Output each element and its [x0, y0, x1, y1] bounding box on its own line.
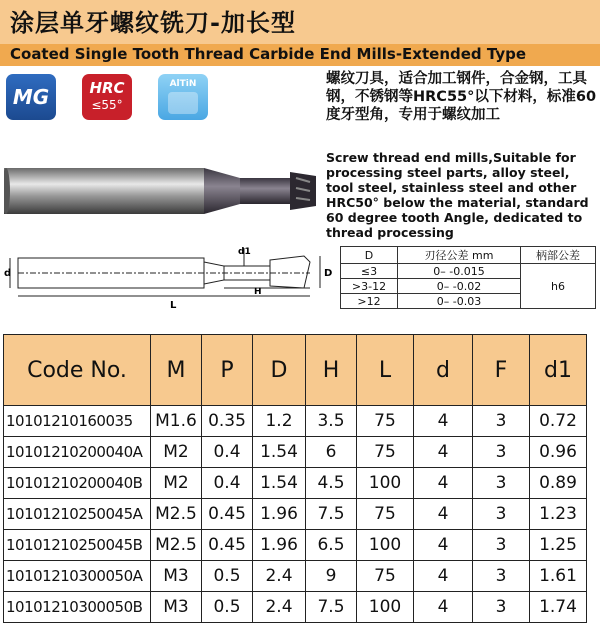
table-cell: 3: [473, 561, 530, 592]
table-cell: 3: [473, 499, 530, 530]
header-d-small: d: [414, 335, 473, 406]
tolerance-table: [340, 246, 596, 309]
tol-cell: ≤3: [341, 264, 398, 279]
table-cell: 1.96: [253, 530, 306, 561]
page-title: 涂层单牙螺纹铣刀-加长型: [10, 9, 296, 37]
table-cell: 3: [473, 437, 530, 468]
table-cell: 1.74: [530, 592, 587, 623]
table-row: [4, 592, 587, 623]
altin-badge-square: [168, 92, 198, 114]
header-code: Code No.: [4, 335, 151, 406]
label-D: D: [324, 268, 333, 279]
description-cn: 螺纹刀具，适合加工钢件，合金钢，工具钢，不锈钢等HRC55°以下材料，标准60度牙型角，专用于螺纹加工: [326, 71, 597, 123]
tol-cell: >12: [341, 294, 398, 309]
table-cell: 2.4: [253, 592, 306, 623]
table-cell: 3: [473, 406, 530, 437]
table-cell: 0.89: [530, 468, 587, 499]
label-L: L: [170, 300, 177, 311]
table-cell: 6: [306, 437, 357, 468]
tol-cell: 0– -0.03: [398, 294, 521, 309]
table-cell: 0.96: [530, 437, 587, 468]
tol-shank-cell: h6: [521, 264, 596, 309]
table-row: [4, 406, 587, 437]
table-cell: 3: [473, 592, 530, 623]
table-cell: 0.72: [530, 406, 587, 437]
table-cell: M3: [151, 592, 202, 623]
hrc-badge-bottom: ≤55°: [91, 98, 123, 112]
table-cell: 0.4: [202, 468, 253, 499]
table-row: [4, 437, 587, 468]
table-cell: M3: [151, 561, 202, 592]
mg-badge-icon: [6, 74, 56, 120]
table-cell: 3: [473, 530, 530, 561]
altin-coating-icon: [158, 74, 208, 120]
table-cell: 0.45: [202, 530, 253, 561]
tol-cell: >3-12: [341, 279, 398, 294]
table-cell: M2: [151, 468, 202, 499]
table-cell: 75: [357, 437, 414, 468]
table-cell: 3.5: [306, 406, 357, 437]
table-cell: 10101210300050A: [4, 561, 151, 592]
table-cell: 1.54: [253, 437, 306, 468]
table-cell: M2.5: [151, 530, 202, 561]
table-cell: 4: [414, 437, 473, 468]
table-cell: 10101210160035: [4, 406, 151, 437]
label-H: H: [254, 287, 262, 297]
hrc-badge-icon: [82, 74, 132, 120]
table-cell: 10101210200040A: [4, 437, 151, 468]
table-cell: 100: [357, 468, 414, 499]
table-cell: M1.6: [151, 406, 202, 437]
table-cell: 0.35: [202, 406, 253, 437]
table-cell: 2.4: [253, 561, 306, 592]
table-cell: 75: [357, 406, 414, 437]
table-cell: M2.5: [151, 499, 202, 530]
page-subtitle: Coated Single Tooth Thread Carbide End Mills-Extended Type: [10, 45, 527, 63]
table-cell: 4: [414, 592, 473, 623]
table-cell: 0.45: [202, 499, 253, 530]
table-cell: 75: [357, 561, 414, 592]
tol-header-shank: 柄部公差: [521, 247, 596, 264]
spec-header-row: [4, 335, 587, 406]
mg-badge-label: MG: [12, 85, 50, 109]
table-cell: 1.96: [253, 499, 306, 530]
table-cell: 4: [414, 530, 473, 561]
tol-row: [341, 264, 596, 279]
tolerance-header-row: [341, 247, 596, 264]
table-cell: 1.2: [253, 406, 306, 437]
table-cell: M2: [151, 437, 202, 468]
tol-header-d: D: [341, 247, 398, 264]
table-cell: 100: [357, 592, 414, 623]
table-cell: 10101210300050B: [4, 592, 151, 623]
header-d-big: D: [253, 335, 306, 406]
table-cell: 3: [473, 468, 530, 499]
table-row: [4, 561, 587, 592]
table-cell: 7.5: [306, 592, 357, 623]
table-cell: 4.5: [306, 468, 357, 499]
end-mill-photo: [4, 158, 322, 238]
header-f: F: [473, 335, 530, 406]
table-cell: 10101210250045B: [4, 530, 151, 561]
table-cell: 0.5: [202, 592, 253, 623]
table-cell: 1.54: [253, 468, 306, 499]
header-m: M: [151, 335, 202, 406]
description-en: Screw thread end mills,Suitable for processing steel parts, alloy steel, tool steel, stainless steel and other HRC50° below the material, standard 60 degree tooth Angle, dedicated to thread processing: [326, 150, 589, 240]
table-row: [4, 530, 587, 561]
table-cell: 75: [357, 499, 414, 530]
label-d1: d1: [238, 247, 251, 257]
spec-table: [3, 334, 587, 623]
table-cell: 10101210200040B: [4, 468, 151, 499]
label-d: d: [4, 268, 12, 279]
header-l: L: [357, 335, 414, 406]
tol-header-edge: 刃径公差 mm: [398, 247, 521, 264]
header-d1: d1: [530, 335, 587, 406]
table-cell: 4: [414, 468, 473, 499]
table-cell: 1.61: [530, 561, 587, 592]
table-cell: 6.5: [306, 530, 357, 561]
table-cell: 100: [357, 530, 414, 561]
table-cell: 1.23: [530, 499, 587, 530]
table-cell: 1.25: [530, 530, 587, 561]
tol-cell: 0– -0.02: [398, 279, 521, 294]
table-cell: 9: [306, 561, 357, 592]
table-cell: 0.5: [202, 561, 253, 592]
table-cell: 4: [414, 406, 473, 437]
table-cell: 4: [414, 499, 473, 530]
table-cell: 0.4: [202, 437, 253, 468]
table-cell: 7.5: [306, 499, 357, 530]
table-row: [4, 468, 587, 499]
dimension-drawing: [4, 244, 336, 312]
header-h: H: [306, 335, 357, 406]
tol-cell: 0– -0.015: [398, 264, 521, 279]
table-cell: 10101210250045A: [4, 499, 151, 530]
hrc-badge-top: HRC: [89, 79, 125, 97]
header-p: P: [202, 335, 253, 406]
altin-badge-label: AlTiN: [169, 79, 197, 89]
table-cell: 4: [414, 561, 473, 592]
table-row: [4, 499, 587, 530]
